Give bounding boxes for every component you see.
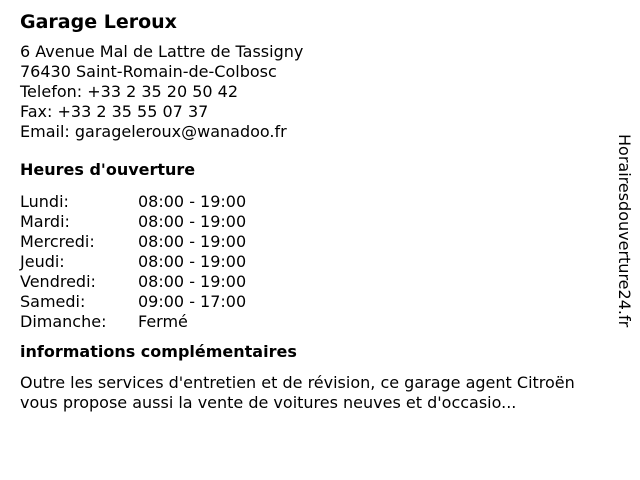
hours-day: Lundi:	[20, 192, 69, 211]
contact-block	[20, 42, 610, 142]
hours-time: 08:00 - 19:00	[138, 252, 247, 271]
additional-info-text: Outre les services d'entretien et de révision, ce garage agent Citroën vous propose aussi la vente de voitures neuves et d'occasio...	[20, 373, 575, 412]
hours-row-saturday	[20, 292, 610, 312]
business-card	[20, 10, 610, 413]
hours-day: Mercredi:	[20, 232, 95, 251]
email-address: Email: garageleroux@wanadoo.fr	[20, 122, 287, 141]
hours-day: Samedi:	[20, 292, 86, 311]
hours-time: 08:00 - 19:00	[138, 192, 247, 211]
hours-time: 08:00 - 19:00	[138, 212, 247, 231]
business-name: Garage Leroux	[20, 11, 177, 33]
hours-row-sunday	[20, 312, 610, 332]
opening-hours-table	[20, 192, 610, 332]
hours-row-wednesday	[20, 232, 610, 252]
address-city: 76430 Saint-Romain-de-Colbosc	[20, 62, 277, 81]
hours-row-tuesday	[20, 212, 610, 232]
hours-row-thursday	[20, 252, 610, 272]
fax-number: Fax: +33 2 35 55 07 37	[20, 102, 209, 121]
hours-day: Mardi:	[20, 212, 70, 231]
site-watermark: Horairesdouverture24.fr	[615, 134, 634, 328]
opening-hours-heading: Heures d'ouverture	[20, 160, 196, 179]
hours-day: Vendredi:	[20, 272, 96, 291]
hours-time: 08:00 - 19:00	[138, 232, 247, 251]
hours-day: Dimanche:	[20, 312, 107, 331]
phone-number: Telefon: +33 2 35 20 50 42	[20, 82, 239, 101]
address-street: 6 Avenue Mal de Lattre de Tassigny	[20, 42, 304, 61]
additional-info-heading: informations complémentaires	[20, 342, 297, 361]
hours-time: 08:00 - 19:00	[138, 272, 247, 291]
hours-time: Fermé	[138, 312, 188, 331]
hours-row-friday	[20, 272, 610, 292]
hours-day: Jeudi:	[20, 252, 65, 271]
hours-time: 09:00 - 17:00	[138, 292, 247, 311]
hours-row-monday	[20, 192, 610, 212]
